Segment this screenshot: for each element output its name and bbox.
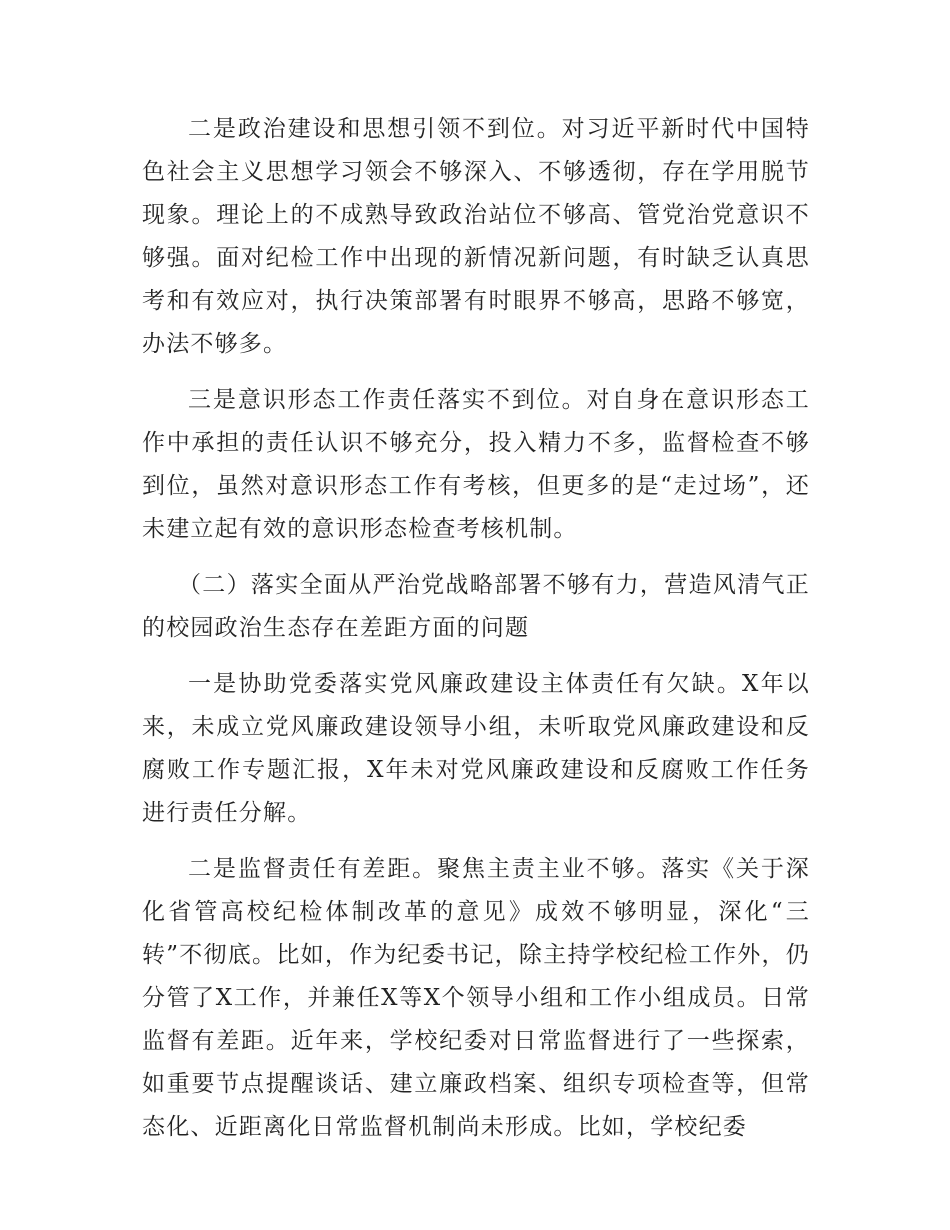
paragraph-ideology-responsibility: 三是意识形态工作责任落实不到位。对自身在意识形态工作中承担的责任认识不够充分，投入精力不多，监督检查不够到位，虽然对意识形态工作有考核，但更多的是“走过场”，还未建立起有效的意识形态检查考核机制。 xyxy=(142,387,810,542)
paragraph-political-building: 二是政治建设和思想引领不到位。对习近平新时代中国特色社会主义思想学习领会不够深入、不够透彻，存在学用脱节现象。理论上的不成熟导致政治站位不够高、管党治党意识不够强。面对纪检工作中出现的新情况新问题，有时缺乏认真思考和有效应对，执行决策部署有时眼界不够高，思路不够宽，办法不够多。 xyxy=(142,116,810,357)
section-heading-two: （二）落实全面从严治党战略部署不够有力，营造风清气正的校园政治生态存在差距方面的问题 xyxy=(142,572,810,641)
paragraph-supervision-responsibility: 二是监督责任有差距。聚焦主责主业不够。落实《关于深化省管高校纪检体制改革的意见》成效不够明显，深化“三转”不彻底。比如，作为纪委书记，除主持学校纪检工作外，仍分管了X工作，并兼任X等X个领导小组和工作小组成员。日常监督有差距。近年来，学校纪委对日常监督进行了一些探索，如重要节点提醒谈话、建立廉政档案、组织专项检查等，但常态化、近距离化日常监督机制尚未形成。比如，学校纪委 xyxy=(142,856,810,1140)
document-body xyxy=(142,108,810,1162)
paragraph-party-conduct-responsibility: 一是协助党委落实党风廉政建设主体责任有欠缺。X年以来，未成立党风廉政建设领导小组，未听取党风廉政建设和反腐败工作专题汇报，X年未对党风廉政建设和反腐败工作任务进行责任分解。 xyxy=(142,671,810,826)
